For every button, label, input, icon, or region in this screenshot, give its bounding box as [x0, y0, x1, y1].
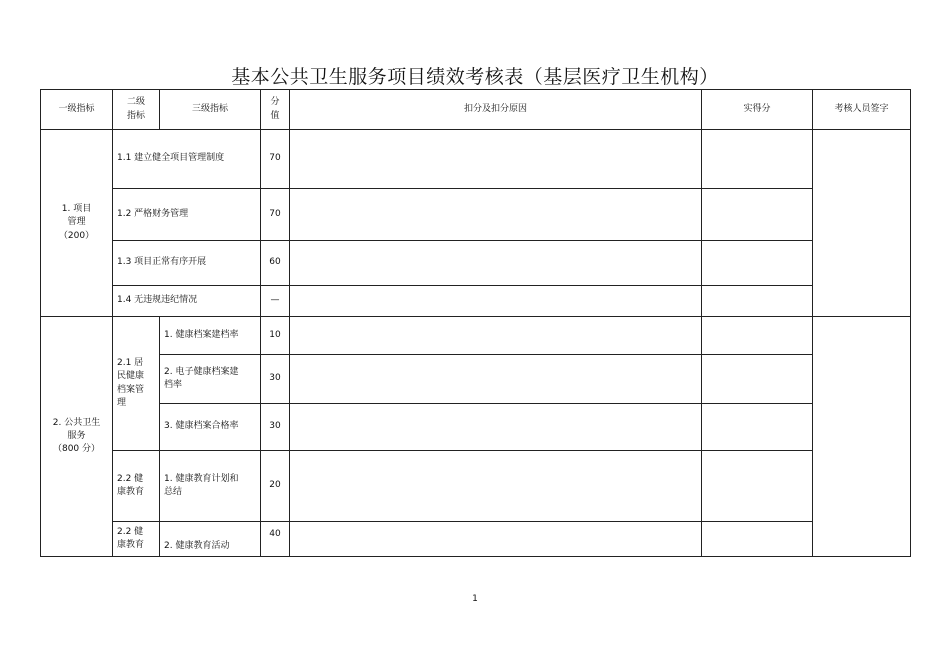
- score-cell: —: [261, 286, 290, 317]
- table-row: [41, 130, 911, 189]
- page-number: 1: [472, 594, 478, 604]
- actual-score-cell[interactable]: [702, 404, 813, 451]
- actual-score-cell[interactable]: [702, 241, 813, 286]
- deduction-cell[interactable]: [290, 286, 702, 317]
- deduction-cell[interactable]: [290, 404, 702, 451]
- score-cell: 40: [261, 522, 290, 557]
- deduction-cell[interactable]: [290, 451, 702, 522]
- table-row: [41, 241, 911, 286]
- level2-health-education: 2.2 健 康教育: [113, 522, 160, 557]
- signature-cell[interactable]: [813, 130, 911, 317]
- table-row: [41, 189, 911, 241]
- table-row: [41, 286, 911, 317]
- deduction-cell[interactable]: [290, 355, 702, 404]
- actual-score-cell[interactable]: [702, 451, 813, 522]
- level1-project-management: 1. 项目 管理 （200）: [41, 130, 113, 317]
- score-cell: 30: [261, 355, 290, 404]
- deduction-cell[interactable]: [290, 241, 702, 286]
- table-row: [41, 522, 911, 557]
- table-row: [41, 355, 911, 404]
- score-cell: 70: [261, 130, 290, 189]
- item-cell: 1.2 严格财务管理: [113, 189, 261, 241]
- item-cell: 2. 电子健康档案建 档率: [160, 355, 261, 404]
- level1-public-health-service: 2. 公共卫生 服务 （800 分）: [41, 317, 113, 557]
- table-row: [41, 317, 911, 355]
- header-signature: 考核人员签字: [813, 90, 911, 130]
- signature-cell[interactable]: [813, 317, 911, 557]
- score-cell: 70: [261, 189, 290, 241]
- score-cell: 20: [261, 451, 290, 522]
- page-title: 基本公共卫生服务项目绩效考核表（基层医疗卫生机构）: [231, 66, 719, 88]
- actual-score-cell[interactable]: [702, 355, 813, 404]
- level2-health-records: 2.1 居 民健康 档案管 理: [113, 317, 160, 451]
- actual-score-cell[interactable]: [702, 522, 813, 557]
- item-cell: 1.4 无违规违纪情况: [113, 286, 261, 317]
- header-row: [41, 90, 911, 130]
- item-cell: 1. 健康教育计划和 总结: [160, 451, 261, 522]
- actual-score-cell[interactable]: [702, 286, 813, 317]
- deduction-cell[interactable]: [290, 130, 702, 189]
- item-cell: 1. 健康档案建档率: [160, 317, 261, 355]
- item-cell: 2. 健康教育活动: [160, 522, 261, 557]
- actual-score-cell[interactable]: [702, 189, 813, 241]
- deduction-cell[interactable]: [290, 317, 702, 355]
- table-row: [41, 451, 911, 522]
- level2-health-education: 2.2 健 康教育: [113, 451, 160, 522]
- deduction-cell[interactable]: [290, 189, 702, 241]
- assessment-table: [40, 89, 911, 557]
- item-cell: 3. 健康档案合格率: [160, 404, 261, 451]
- item-cell: 1.3 项目正常有序开展: [113, 241, 261, 286]
- table-row: [41, 404, 911, 451]
- header-score: 分 值: [261, 90, 290, 130]
- score-cell: 30: [261, 404, 290, 451]
- actual-score-cell[interactable]: [702, 317, 813, 355]
- score-cell: 10: [261, 317, 290, 355]
- header-level1: 一级指标: [41, 90, 113, 130]
- header-level3: 三级指标: [160, 90, 261, 130]
- item-cell: 1.1 建立健全项目管理制度: [113, 130, 261, 189]
- score-cell: 60: [261, 241, 290, 286]
- header-level2: 二级 指标: [113, 90, 160, 130]
- deduction-cell[interactable]: [290, 522, 702, 557]
- actual-score-cell[interactable]: [702, 130, 813, 189]
- header-deduction: 扣分及扣分原因: [290, 90, 702, 130]
- header-actual: 实得分: [702, 90, 813, 130]
